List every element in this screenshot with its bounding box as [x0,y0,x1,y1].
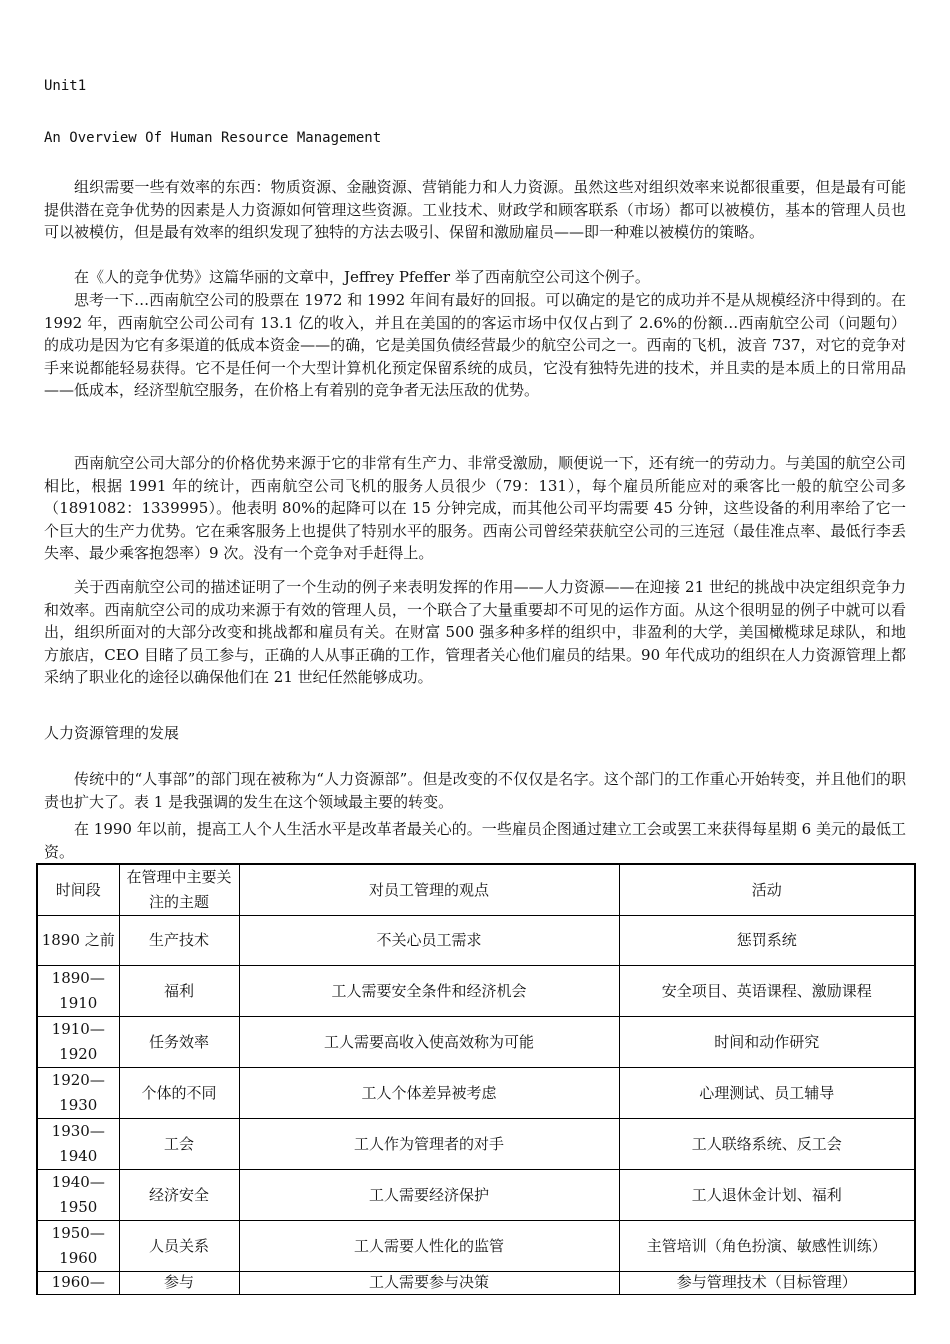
cell-activities: 主管培训（角色扮演、敏感性训练） [619,1221,915,1272]
table-row [37,1170,915,1221]
cell-view: 工人需要经济保护 [239,1170,619,1221]
cell-focus: 个体的不同 [119,1068,239,1119]
hr-history-table [36,863,916,1295]
paragraph: 组织需要一些有效率的东西：物质资源、金融资源、营销能力和人力资源。虽然这些对组织效率来说都很重要，但是最有可能提供潜在竞争优势的因素是人力资源如何管理这些资源。工业技术、财政学和顾客联系（市场）都可以被模仿，基本的管理人员也可以被模仿，但是最有效率的组织发现了独特的方法去吸引、保留和激励雇员——即一种难以被模仿的策略。 [44,178,906,241]
cell-period: 1910—1920 [37,1017,119,1068]
cell-activities: 惩罚系统 [619,916,915,966]
cell-period: 1950—1960 [37,1221,119,1272]
cell-focus: 福利 [119,966,239,1017]
cell-period: 1920—1930 [37,1068,119,1119]
table-row [37,1068,915,1119]
table-row [37,966,915,1017]
table-row [37,1017,915,1068]
cell-view: 工人需要参与决策 [239,1272,619,1295]
cell-activities: 安全项目、英语课程、激励课程 [619,966,915,1017]
paragraph: 思考一下…西南航空公司的股票在 1972 和 1992 年间有最好的回报。可以确定的是它的成功并不是从规模经济中得到的。在 1992 年，西南航空公司公司有 13.1 亿的收入，并且在美国的的客运市场中仅仅占到了 2.6%的份额…西南航空公司（问题句）的成功是因为它有多渠道的低成本资金——的确，它是美国负债经营最少的航空公司之一。西南的飞机，波音 737，对它的竞争对手来说都能轻易获得。它不是任何一个大型计算机化预定保留系统的成员，它没有独特先进的技术，并且卖的是本质上的日常用品——低成本，经济型航空服务，在价格上有着别的竞争者无法压敌的优势。 [44,291,906,399]
cell-period: 1940—1950 [37,1170,119,1221]
cell-period: 1890 之前 [37,916,119,966]
section-heading: 人力资源管理的发展 [44,724,180,742]
header-view: 对员工管理的观点 [239,864,619,916]
cell-activities: 参与管理技术（目标管理） [619,1272,915,1295]
cell-activities: 工人退休金计划、福利 [619,1170,915,1221]
cell-period: 1930—1940 [37,1119,119,1170]
header-period: 时间段 [37,864,119,916]
paragraph: 关于西南航空公司的描述证明了一个生动的例子来表明发挥的作用——人力资源——在迎接 21 世纪的挑战中决定组织竞争力和效率。西南航空公司的成功来源于有效的管理人员，一个联合了大量重要却不可见的运作方面。从这个很明显的例子中就可以看出，组织所面对的大部分改变和挑战都和雇员有关。在财富 500 强多种多样的组织中，非盈利的大学，美国橄榄球足球队，和地方旅店，CEO 目睹了员工参与，正确的人从事正确的工作，管理者关心他们雇员的结果。90 年代成功的组织在人力资源管理上都采纳了职业化的途径以确保他们在 21 世纪任然能够成功。 [44,578,906,686]
cell-focus: 工会 [119,1119,239,1170]
paragraph: 传统中的“人事部”的部门现在被称为“人力资源部”。但是改变的不仅仅是名字。这个部门的工作重心开始转变，并且他们的职责也扩大了。表 1 是我强调的发生在这个领域最主要的转变。 [44,770,906,811]
header-activities: 活动 [619,864,915,916]
paragraph: 在 1990 年以前，提高工人个人生活水平是改革者最关心的。一些雇员企图通过建立工会或罢工来获得每星期 6 美元的最低工资。 [44,820,906,861]
cell-activities: 时间和动作研究 [619,1017,915,1068]
table-header-row [37,864,915,916]
cell-focus: 生产技术 [119,916,239,966]
cell-view: 工人个体差异被考虑 [239,1068,619,1119]
table-row [37,1221,915,1272]
cell-focus: 人员关系 [119,1221,239,1272]
cell-view: 工人需要人性化的监管 [239,1221,619,1272]
document-title: An Overview Of Human Resource Management [44,130,382,146]
header-focus: 在管理中主要关注的主题 [119,864,239,916]
cell-view: 工人需要安全条件和经济机会 [239,966,619,1017]
cell-period: 1890—1910 [37,966,119,1017]
cell-activities: 心理测试、员工辅导 [619,1068,915,1119]
cell-focus: 经济安全 [119,1170,239,1221]
cell-focus: 任务效率 [119,1017,239,1068]
table-row [37,916,915,966]
cell-view: 不关心员工需求 [239,916,619,966]
cell-activities: 工人联络系统、反工会 [619,1119,915,1170]
cell-focus: 参与 [119,1272,239,1295]
cell-view: 工人需要高收入使高效称为可能 [239,1017,619,1068]
cell-period: 1960— [37,1272,119,1295]
table-row [37,1272,915,1295]
table-row [37,1119,915,1170]
unit-label: Unit1 [44,78,87,94]
paragraph: 在《人的竞争优势》这篇华丽的文章中，Jeffrey Pfeffer 举了西南航空公司这个例子。 [74,268,650,286]
cell-view: 工人作为管理者的对手 [239,1119,619,1170]
paragraph: 西南航空公司大部分的价格优势来源于它的非常有生产力、非常受激励，顺便说一下，还有统一的劳动力。与美国的航空公司相比，根据 1991 年的统计，西南航空公司飞机的服务人员很少（79：131），每个雇员所能应对的乘客比一般的航空公司多（1891082：1339995）。他表明 80%的起降可以在 15 分钟完成，而其他公司平均需要 45 分钟，这些设备的利用率给了它一个巨大的生产力优势。它在乘客服务上也提供了特别水平的服务。西南公司曾经荣获航空公司的三连冠（最佳准点率、最低行李丢失率、最少乘客抱怨率）9 次。没有一个竞争对手赶得上。 [44,454,906,562]
